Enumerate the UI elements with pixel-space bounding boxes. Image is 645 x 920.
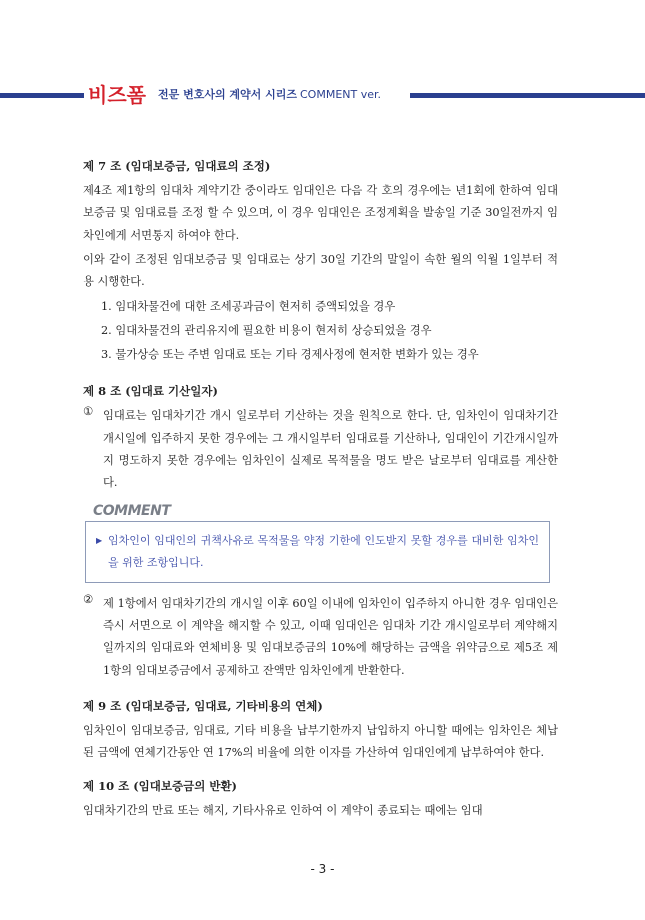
clause-number: ② — [83, 592, 94, 606]
series-title-en: COMMENT ver. — [300, 88, 382, 101]
article-8-clause-1-text: 임대료는 임대차기간 개시 일로부터 기산하는 것을 원칙으로 한다. 단, 임차인이 임대차기간 개시일에 입주하지 못한 경우에는 그 개시일부터 임대료를 기산하나, 임대인이 기간개시일까지 명도하지 못한 경우에는 임차인이 실제로 목적물을 명도 받은 날로부터 임대료를 계산한다. — [103, 409, 558, 490]
clause-number: ① — [83, 405, 94, 419]
header-bar-left — [0, 93, 84, 98]
comment-text: 임차인이 임대인의 귀책사유로 목적물을 약정 기한에 인도받지 못할 경우를 대비한 임차인을 위한 조항입니다. — [108, 533, 539, 569]
article-7-paragraph-1: 제4조 제1항의 임대차 계약기간 중이라도 임대인은 다음 각 호의 경우에는 년1회에 한하여 임대보증금 및 임대료를 조정 할 수 있으며, 이 경우 임대인은 조정계획을 발송일 기준 30일전까지 임차인에게 서면통지 하여야 한다. — [83, 184, 558, 242]
article-7-item-1: 1. 임대차물건에 대한 조세공과금이 현저히 증액되었을 경우 — [101, 300, 396, 314]
comment-label: COMMENT — [93, 502, 171, 519]
article-9 — [83, 696, 558, 765]
series-title — [158, 80, 381, 110]
article-7-item-2: 2. 임대차물건의 관리유지에 필요한 비용이 현저히 상승되었을 경우 — [101, 324, 432, 338]
article-8-clause-2-text: 제 1항에서 임대차기간의 개시일 이후 60일 이내에 임차인이 입주하지 아니한 경우 임대인은 즉시 서면으로 이 계약을 해지할 수 있고, 이때 임대인은 임대차 기간 개시일로부터 계약해지 일까지의 임대료와 연체비용 및 임대보증금의 10%에 해당하는 금액을 위약금으로 제5조 제1항의 임대보증금에서 공제하고 잔액만 임차인에게 반환한다. — [103, 596, 558, 677]
article-9-paragraph-1: 임차인이 임대보증금, 임대료, 기타 비용을 납부기한까지 납입하지 아니할 때에는 임차인은 체납된 금액에 연체기간동안 연 17%의 비율에 의한 이자를 가산하여 임대인에게 납부하여야 한다. — [83, 723, 558, 760]
article-7 — [83, 156, 558, 367]
comment-box — [85, 521, 550, 583]
article-10-title: 제 10 조 (임대보증금의 반환) — [83, 779, 237, 794]
article-8-clause-2 — [83, 593, 558, 682]
article-10 — [83, 776, 558, 822]
article-7-item-3: 3. 물가상승 또는 주변 임대료 또는 기타 경제사정에 현저한 변화가 있는 경우 — [101, 348, 479, 362]
document-header — [0, 80, 645, 110]
page-number: - 3 - — [310, 862, 335, 876]
triangle-bullet-icon: ▶ — [96, 535, 103, 545]
article-10-paragraph-1: 임대차기간의 만료 또는 해지, 기타사유로 인하여 이 계약이 종료되는 때에는 임대 — [83, 804, 483, 818]
header-bar-right — [410, 93, 645, 98]
article-9-title: 제 9 조 (임대보증금, 임대료, 기타비용의 연체) — [83, 698, 323, 713]
document-body — [83, 156, 558, 833]
article-8-title: 제 8 조 (임대료 기산일자) — [83, 384, 218, 399]
article-7-items — [101, 295, 558, 367]
article-7-paragraph-2: 이와 같이 조정된 임대보증금 및 임대료는 상기 30일 기간의 말일이 속한 월의 익월 1일부터 적용 시행한다. — [83, 252, 558, 289]
article-7-title: 제 7 조 (임대보증금, 임대료의 조정) — [83, 159, 271, 173]
brand-logo: 비즈폼 — [88, 83, 146, 107]
article-8 — [83, 381, 558, 681]
article-8-clause-1 — [83, 405, 558, 494]
series-title-ko: 전문 변호사의 계약서 시리즈 — [158, 88, 297, 101]
